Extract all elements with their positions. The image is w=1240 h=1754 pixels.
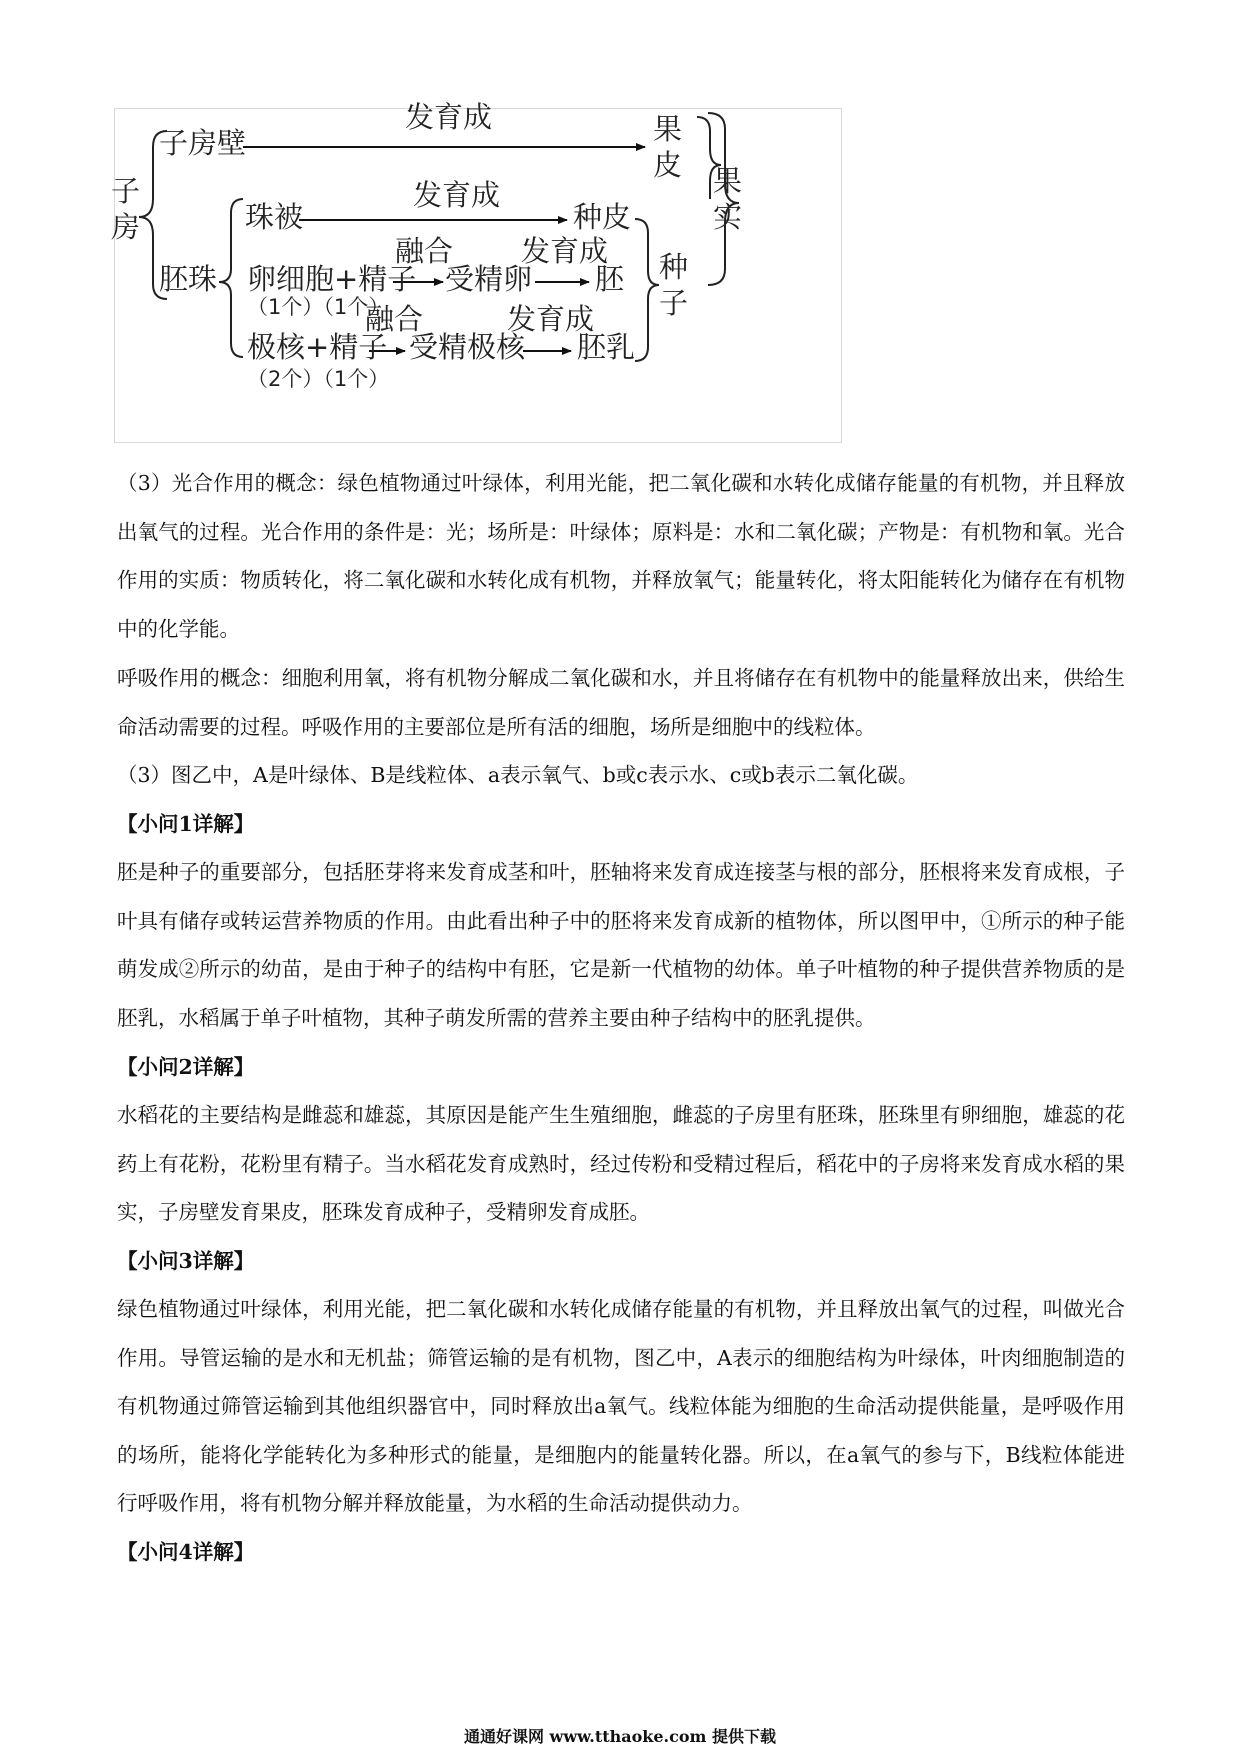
label-egg-count: （1个）（1个） [247, 295, 390, 319]
paragraph-photosynthesis: （3）光合作用的概念：绿色植物通过叶绿体，利用光能，把二氧化碳和水转化成储存能量的有机物，并且释放出氧气的过程。光合作用的条件是：光；场所是：叶绿体；原料是：水和二氧化碳；产物是：有机物和氧。光合作用的实质：物质转化，将二氧化碳和水转化成有机物，并释放氧气；能量转化，将太阳能转化为储存在有机物中的化学能。 [117, 471, 1125, 641]
brace-seed [635, 219, 659, 361]
label-integument: 珠被 [245, 200, 304, 234]
label-polar-sperm: 极核+精子 [247, 330, 388, 364]
label-fusion-1: 融合 [395, 234, 454, 268]
label-polar-count: （2个）（1个） [247, 367, 390, 391]
label-develops-2: 发育成 [413, 178, 501, 212]
paragraph-respiration: 呼吸作用的概念：细胞利用氧，将有机物分解成二氧化碳和水，并且将储存在有机物中的能量释放出来，供给生命活动需要的过程。呼吸作用的主要部位是所有活的细胞，场所是细胞中的线粒体。 [117, 666, 1125, 739]
label-ovary-wall: 子房壁 [159, 126, 247, 160]
label-embryo: 胚 [595, 262, 625, 296]
label-egg-sperm: 卵细胞+精子 [247, 262, 417, 296]
paragraph-q2: 水稻花的主要结构是雌蕊和雄蕊，其原因是能产生生殖细胞，雌蕊的子房里有胚珠，胚珠里有卵细胞，雄蕊的花药上有花粉，花粉里有精子。当水稻花发育成熟时，经过传粉和受精过程后，稻花中的子房将来发育成水稻的果实，子房壁发育果皮，胚珠发育成种子，受精卵发育成胚。 [117, 1103, 1125, 1225]
label-ovule: 胚珠 [159, 262, 218, 296]
label-zygote: 受精卵 [445, 262, 533, 296]
label-seed-coat: 种皮 [573, 200, 632, 234]
label-develops-1: 发育成 [405, 100, 493, 134]
label-seed: 种 子 [659, 250, 689, 320]
heading-q3: 【小问3详解】 [117, 1249, 255, 1273]
paragraph-q1: 胚是种子的重要部分，包括胚芽将来发育成茎和叶，胚轴将来发育成连接茎与根的部分，胚根将来发育成根，子叶具有储存或转运营养物质的作用。由此看出种子中的胚将来发育成新的植物体，所以图甲中，①所示的种子能萌发成②所示的幼苗，是由于种子的结构中有胚，它是新一代植物的幼体。单子叶植物的种子提供营养物质的是胚乳，水稻属于单子叶植物，其种子萌发所需的营养主要由种子结构中的胚乳提供。 [117, 860, 1125, 1030]
heading-q1: 【小问1详解】 [117, 812, 255, 836]
label-endosperm: 胚乳 [577, 330, 636, 364]
label-fertilized-polar: 受精极核 [409, 330, 526, 364]
label-ovary: 子 房 [111, 174, 141, 244]
label-fusion-2: 融合 [365, 302, 424, 336]
heading-q2: 【小问2详解】 [117, 1055, 255, 1079]
heading-q4: 【小问4详解】 [117, 1540, 255, 1564]
label-develops-4: 发育成 [507, 302, 595, 336]
label-pericarp: 果 皮 [653, 112, 683, 182]
paragraph-q3: 绿色植物通过叶绿体，利用光能，把二氧化碳和水转化成储存能量的有机物，并且释放出氧气的过程，叫做光合作用。导管运输的是水和无机盐；筛管运输的是有机物，图乙中，A表示的细胞结构为叶绿体，叶肉细胞制造的有机物通过筛管运输到其他组织器官中，同时释放出a氧气。线粒体能为细胞的生命活动提供能量，是呼吸作用的场所，能将化学能转化为多种形式的能量，是细胞内的能量转化器。所以，在a氧气的参与下，B线粒体能进行呼吸作用，将有机物分解并释放能量，为水稻的生命活动提供动力。 [117, 1297, 1125, 1516]
footer-source: 通通好课网 www.tthaoke.com 提供下载 [463, 1727, 777, 1746]
label-develops-3: 发育成 [521, 234, 609, 268]
label-fruit: 果 实 [713, 164, 743, 234]
brace-ovule [219, 199, 243, 357]
paragraph-figure-b: （3）图乙中，A是叶绿体、B是线粒体、a表示氧气、b或c表示水、c或b表示二氧化碳。 [117, 763, 919, 787]
ovary-development-diagram [111, 100, 842, 443]
